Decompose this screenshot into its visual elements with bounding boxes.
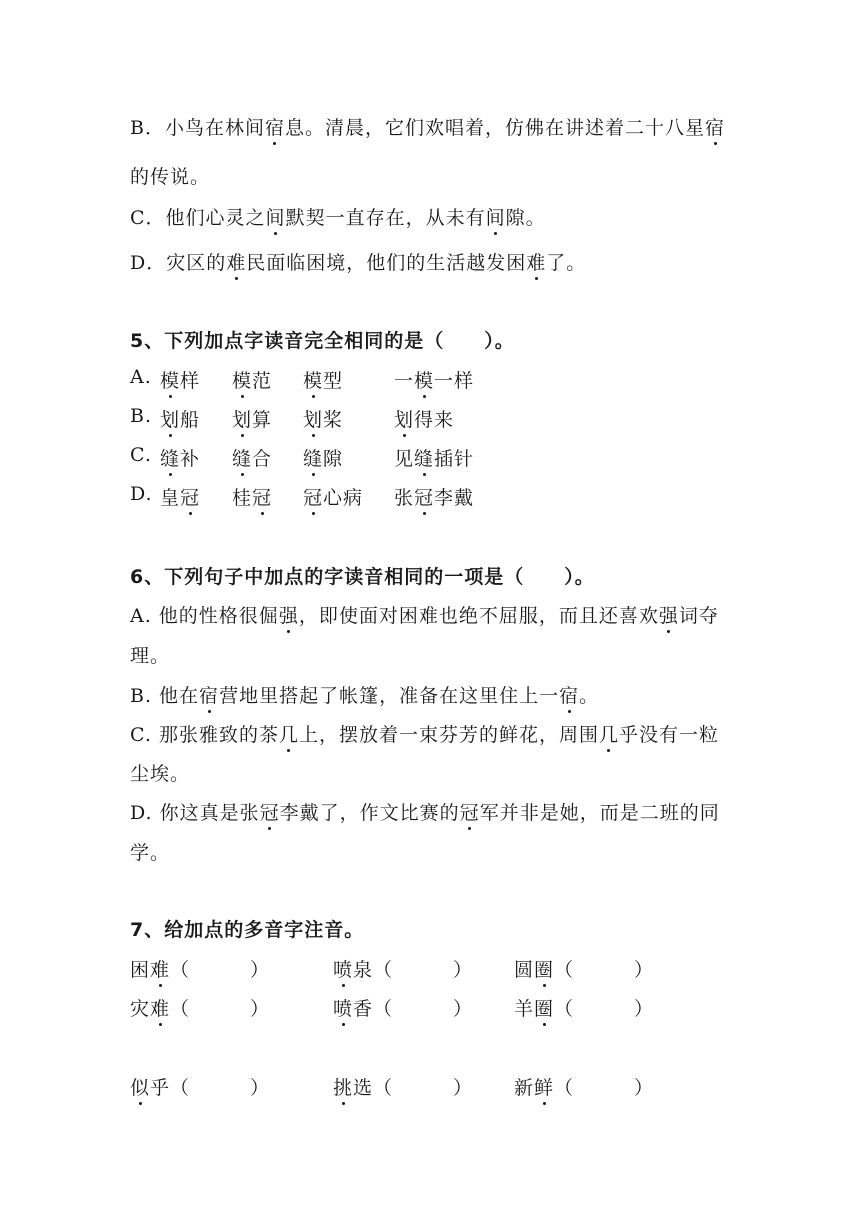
- q4-option-d: [130, 248, 586, 275]
- text-segment: 理。: [130, 645, 171, 667]
- text-segment: 学。: [130, 842, 171, 864]
- dotted-char: 间: [485, 207, 506, 229]
- q7-item: [130, 994, 270, 1021]
- text-segment: 灾: [130, 998, 151, 1020]
- dotted-char: 冠: [180, 487, 201, 509]
- text-segment: 李戴: [434, 487, 475, 509]
- dotted-char: 宿: [705, 117, 726, 139]
- dotted-char: 几: [598, 724, 619, 746]
- text-segment: 一样: [434, 370, 475, 392]
- q7-item: [130, 1073, 270, 1100]
- dotted-char: 几: [278, 724, 299, 746]
- text-segment: （ ）: [373, 998, 474, 1020]
- text-segment: 羊: [514, 998, 535, 1020]
- text-segment: 补: [180, 448, 201, 470]
- q5-c-item4: [394, 444, 474, 471]
- text-segment: 息。清晨，它们欢唱着，仿佛在讲述着二十八星: [284, 117, 705, 139]
- dotted-char: 强: [658, 605, 679, 627]
- dotted-char: 划: [394, 409, 415, 431]
- q6-option-d-line2: [130, 838, 170, 865]
- text-segment: 困: [130, 959, 151, 981]
- dotted-char: 宿: [559, 685, 580, 707]
- text-segment: 桂: [232, 487, 253, 509]
- q7-item: [333, 955, 473, 982]
- q5-b-item4: [394, 405, 454, 432]
- dotted-char: 冠: [414, 487, 435, 509]
- text-segment: （ ）: [170, 998, 271, 1020]
- text-segment: D. 你这真是张: [130, 802, 260, 824]
- q7-item: [333, 994, 473, 1021]
- q5-b-item1: [160, 405, 200, 432]
- text-segment: 合: [252, 448, 273, 470]
- q5-a-item1: [160, 366, 200, 393]
- q7-item: [514, 1073, 654, 1100]
- text-segment: （ ）: [170, 959, 271, 981]
- dotted-char: 宿: [264, 117, 285, 139]
- dotted-char: 冠: [252, 487, 273, 509]
- q5-c-item2: [232, 444, 272, 471]
- q7-item: [333, 1073, 473, 1100]
- q7-item: [514, 994, 654, 1021]
- dotted-char: 圈: [534, 998, 555, 1020]
- q4-option-b-line2: [130, 162, 210, 189]
- dotted-char: 模: [414, 370, 435, 392]
- q4-option-b-line1: [130, 113, 725, 140]
- dotted-char: 难: [526, 252, 547, 274]
- text-segment: 船: [180, 409, 201, 431]
- dotted-char: 缝: [232, 448, 253, 470]
- text-segment: 泉: [353, 959, 374, 981]
- text-segment: 插针: [434, 448, 475, 470]
- text-segment: （ ）: [554, 998, 655, 1020]
- dotted-char: 冠: [459, 802, 480, 824]
- q5-d-item2: [232, 483, 272, 510]
- dotted-char: 难: [150, 998, 171, 1020]
- dotted-char: 模: [160, 370, 181, 392]
- text-segment: 。: [579, 685, 600, 707]
- text-segment: 词夺: [678, 605, 719, 627]
- text-segment: C. 那张雅致的茶: [130, 724, 279, 746]
- dotted-char: 圈: [534, 959, 555, 981]
- text-segment: C．他们心灵之: [130, 207, 266, 229]
- text-segment: 一: [394, 370, 415, 392]
- dotted-char: 缝: [160, 448, 181, 470]
- text-segment: （ ）: [554, 959, 655, 981]
- text-segment: 民面临困境，他们的生活越发困: [246, 252, 527, 274]
- text-segment: 新: [514, 1077, 535, 1099]
- text-segment: 默契一直存在，从未有: [285, 207, 486, 229]
- text-segment: A. 他的性格很倔: [130, 605, 279, 627]
- text-segment: 李戴了，作文比赛的: [279, 802, 460, 824]
- text-segment: 隙。: [505, 207, 546, 229]
- text-segment: 军并非是她，而是二班的同: [479, 802, 720, 824]
- text-segment: 圆: [514, 959, 535, 981]
- text-segment: 了。: [546, 252, 587, 274]
- text-segment: 算: [252, 409, 273, 431]
- text-segment: 得来: [414, 409, 455, 431]
- text-segment: D．灾区的: [130, 252, 227, 274]
- q5-a-item3: [303, 366, 343, 393]
- q5-c-item3: [303, 444, 343, 471]
- text-segment: 型: [323, 370, 344, 392]
- q5-label-b: B.: [130, 405, 153, 427]
- text-segment: （ ）: [373, 959, 474, 981]
- text-segment: 乎: [150, 1077, 171, 1099]
- q6-title: 6、下列句子中加点的字读音相同的一项是（ ）。: [130, 566, 595, 588]
- text-segment: 隙: [323, 448, 344, 470]
- dotted-char: 模: [232, 370, 253, 392]
- text-segment: 香: [353, 998, 374, 1020]
- q4-option-c: [130, 203, 546, 230]
- q6-option-a-line2: [130, 641, 170, 668]
- q5-d-item1: [160, 483, 200, 510]
- text-segment: 上，摆放着一束芬芳的鲜花，周围: [298, 724, 599, 746]
- dotted-char: 强: [278, 605, 299, 627]
- q5-label-a: A.: [130, 366, 152, 388]
- text-segment: 张: [394, 487, 415, 509]
- q6-option-a-line1: [130, 601, 719, 628]
- q5-label-d: D.: [130, 483, 153, 505]
- text-segment: ，即使面对困难也绝不屈服，而且还喜欢: [298, 605, 659, 627]
- q5-a-item2: [232, 366, 272, 393]
- q5-d-item4: [394, 483, 474, 510]
- q6-option-d-line1: [130, 798, 720, 825]
- dotted-char: 挑: [333, 1077, 354, 1099]
- q5-b-item2: [232, 405, 272, 432]
- dotted-char: 难: [226, 252, 247, 274]
- dotted-char: 缝: [303, 448, 324, 470]
- dotted-char: 划: [232, 409, 253, 431]
- q6-option-c-line2: [130, 759, 190, 786]
- q7-item: [514, 955, 654, 982]
- q5-title: 5、下列加点字读音完全相同的是（ ）。: [130, 330, 515, 352]
- text-segment: 皇: [160, 487, 181, 509]
- text-segment: 见: [394, 448, 415, 470]
- q6-option-c-line1: [130, 720, 719, 747]
- q5-b-item3: [303, 405, 343, 432]
- q6-option-b: [130, 681, 599, 708]
- dotted-char: 冠: [259, 802, 280, 824]
- dotted-char: 喷: [333, 959, 354, 981]
- text-segment: 选: [353, 1077, 374, 1099]
- text-segment: 尘埃。: [130, 763, 191, 785]
- text-segment: 样: [180, 370, 201, 392]
- q5-d-item3: [303, 483, 363, 510]
- text-segment: 桨: [323, 409, 344, 431]
- dotted-char: 冠: [303, 487, 324, 509]
- q7-title: 7、给加点的多音字注音。: [130, 919, 365, 941]
- q7-item: [130, 955, 270, 982]
- text-segment: B. 他在: [130, 685, 200, 707]
- text-segment: （ ）: [170, 1077, 271, 1099]
- dotted-char: 模: [303, 370, 324, 392]
- dotted-char: 划: [160, 409, 181, 431]
- text-segment: 乎没有一粒: [619, 724, 720, 746]
- dotted-char: 鲜: [534, 1077, 555, 1099]
- dotted-char: 似: [130, 1077, 151, 1099]
- dotted-char: 缝: [414, 448, 435, 470]
- dotted-char: 难: [150, 959, 171, 981]
- q5-a-item4: [394, 366, 474, 393]
- text-segment: 范: [252, 370, 273, 392]
- q5-label-c: C.: [130, 444, 152, 466]
- text-segment: （ ）: [554, 1077, 655, 1099]
- dotted-char: 划: [303, 409, 324, 431]
- dotted-char: 喷: [333, 998, 354, 1020]
- q5-c-item1: [160, 444, 200, 471]
- text-segment: 营地里搭起了帐篷，准备在这里住上一: [219, 685, 560, 707]
- text-segment: 的传说。: [130, 166, 211, 188]
- text-segment: （ ）: [373, 1077, 474, 1099]
- text-segment: 心病: [323, 487, 364, 509]
- dotted-char: 间: [265, 207, 286, 229]
- text-segment: B．小鸟在林间: [130, 117, 265, 139]
- dotted-char: 宿: [199, 685, 220, 707]
